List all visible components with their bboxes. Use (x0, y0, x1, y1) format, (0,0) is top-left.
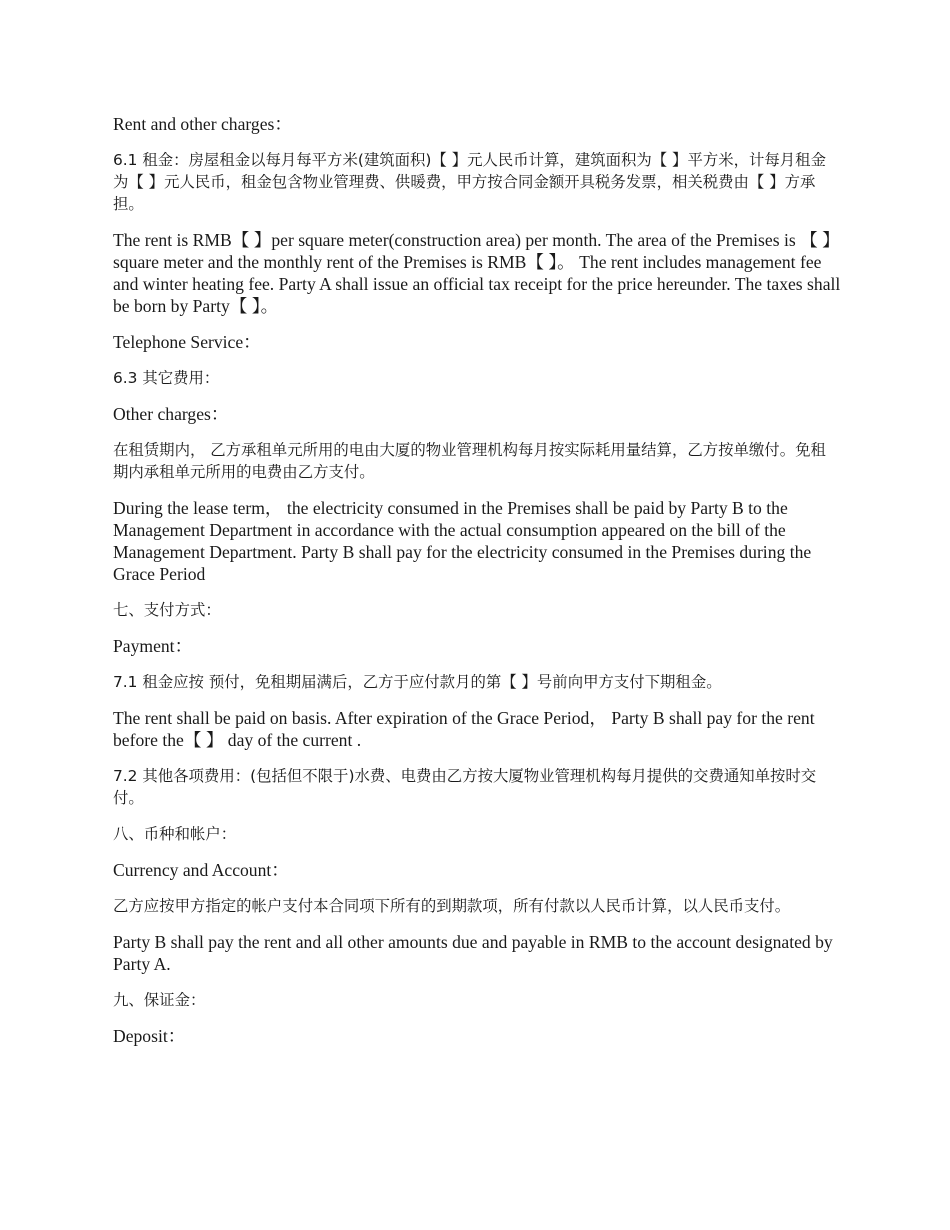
document-page (113, 113, 841, 1061)
paragraph: Telephone Service： (113, 332, 261, 352)
paragraph: 在租赁期内， 乙方承租单元所用的电由大厦的物业管理机构每月按实际耗用量结算，乙方按单缴付。免租期内承租单元所用的电费由乙方支付。 (113, 441, 826, 481)
paragraph: Party B shall pay the rent and all other amounts due and payable in RMB to the account designated by Party A. (113, 932, 833, 974)
paragraph: 7.1 租金应按 预付，免租期届满后，乙方于应付款月的第【 】号前向甲方支付下期租金。 (113, 673, 722, 691)
paragraph: Currency and Account： (113, 860, 289, 880)
paragraph: 九、保证金： (113, 991, 206, 1009)
paragraph: Deposit： (113, 1026, 186, 1046)
paragraph: Rent and other charges： (113, 114, 292, 134)
paragraph: During the lease term， the electricity consumed in the Premises shall be paid by Party B to the Management Department in accordance with the actual consumption appeared on the bill of the Management Department. Party B shall pay for the electricity consumed in the Premises during the Grace Period (113, 498, 812, 584)
paragraph: 八、币种和帐户： (113, 825, 237, 843)
paragraph: The rent shall be paid on basis. After expiration of the Grace Period， Party B shall pay for the rent before the【 】 day of the current . (113, 708, 815, 750)
paragraph: Other charges： (113, 404, 229, 424)
paragraph: 6.1 租金：房屋租金以每月每平方米(建筑面积)【 】元人民币计算，建筑面积为【 】平方米，计每月租金为【 】元人民币，租金包含物业管理费、供暖费，甲方按合同金额开具税务发票，相关税费由【 】方承担。 (113, 151, 826, 213)
paragraph: Payment： (113, 636, 193, 656)
paragraph: 七、支付方式： (113, 601, 221, 619)
paragraph: 6.3 其它费用： (113, 369, 220, 387)
paragraph: The rent is RMB【 】per square meter(construction area) per month. The area of the Premises is 【 】square meter and the monthly rent of the Premises is RMB【 】。 The rent includes management fee and winter heating fee. Party A shall issue an official tax receipt for the price hereunder. The taxes shall be born by Party【 】。 (113, 230, 841, 316)
paragraph: 7.2 其他各项费用：(包括但不限于)水费、电费由乙方按大厦物业管理机构每月提供的交费通知单按时交付。 (113, 767, 817, 807)
paragraph: 乙方应按甲方指定的帐户支付本合同项下所有的到期款项，所有付款以人民币计算，以人民币支付。 (113, 897, 791, 915)
